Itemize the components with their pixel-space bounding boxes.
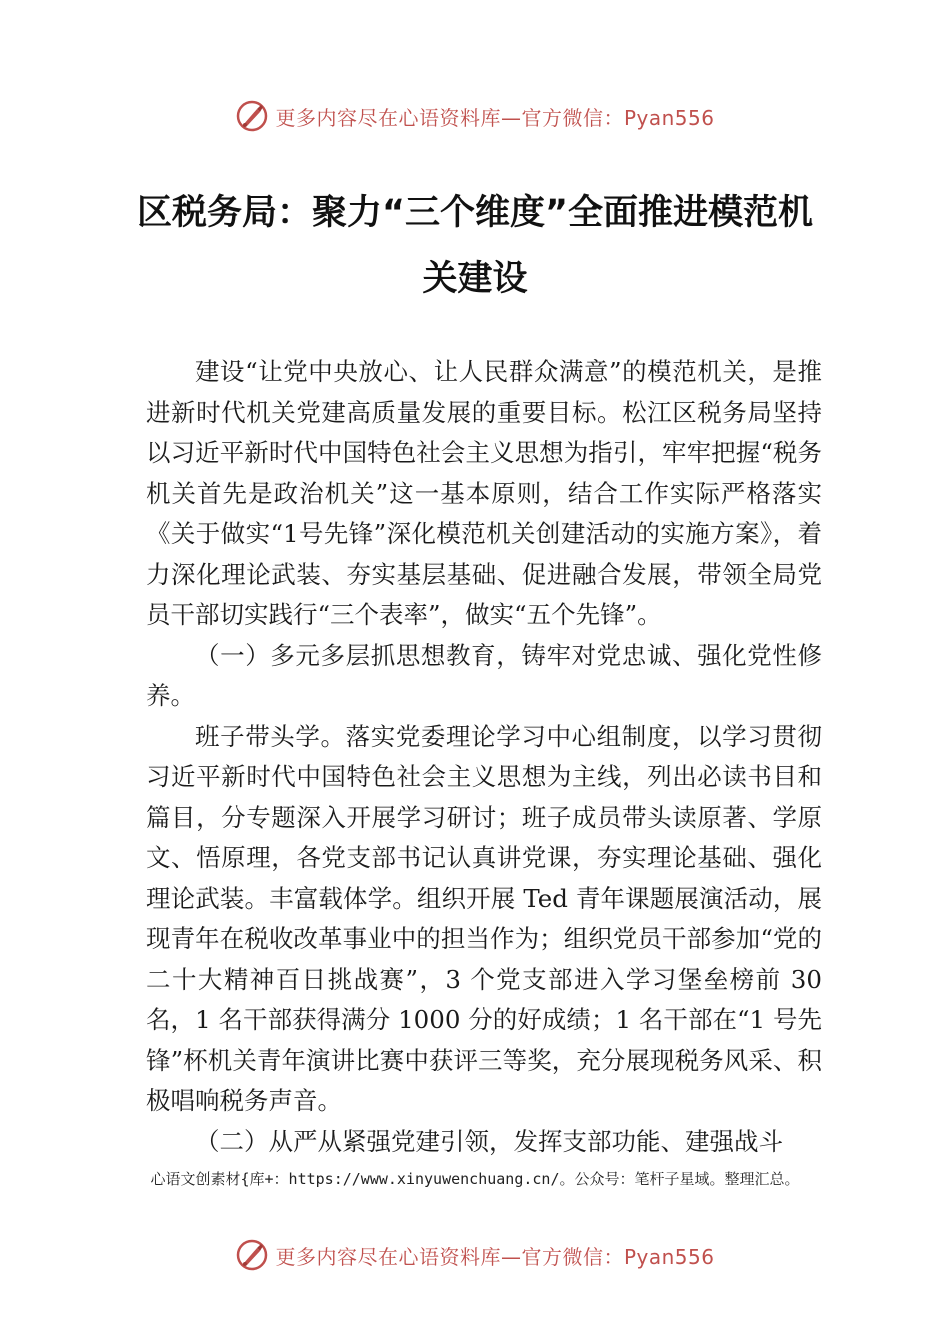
pen-nib-logo-icon <box>235 1238 269 1272</box>
source-footer-note: 心语文创素材{库+：https://www.xinyuwenchuang.cn/。公众号：笔杆子星域。整理汇总。 <box>150 1170 800 1188</box>
paragraph: 建设“让党中央放心、让人民群众满意”的模范机关，是推进新时代机关党建高质量发展的重要目标。松江区税务局坚持以习近平新时代中国特色社会主义思想为指引，牢牢把握“税务机关首先是政治机关”这一基本原则，结合工作实际严格落实《关于做实“1号先锋”深化模范机关创建活动的实施方案》，着力深化理论武装、夯实基层基础、促进融合发展，带领全局党员干部切实践行“三个表率”，做实“五个先锋”。 <box>146 357 822 629</box>
document-title: 区税务局：聚力“三个维度”全面推进模范机关建设 <box>136 193 813 299</box>
header-banner-text: 更多内容尽在心语资料库—官方微信：Pyan556 <box>275 105 715 130</box>
header-banner <box>0 96 950 136</box>
paragraph: 班子带头学。落实党委理论学习中心组制度，以学习贯彻习近平新时代中国特色社会主义思想为主线，列出必读书目和篇目，分专题深入开展学习研讨；班子成员带头读原著、学原文、悟原理，各党支部书记认真讲党课，夯实理论基础、强化理论武装。丰富载体学。组织开展 Ted 青年课题展演活动，展现青年在税收改革事业中的担当作为；组织党员干部参加“党的二十大精神百日挑战赛”，3 个党支部进入学习堡垒榜前 30 名，1 名干部获得满分 1000 分的好成绩；1 名干部在“1 号先锋”杯机关青年演讲比赛中获评三等奖，充分展现税务风采、积极唱响税务声音。 <box>146 721 822 1115</box>
bottom-banner-text: 更多内容尽在心语资料库—官方微信：Pyan556 <box>275 1244 715 1269</box>
bottom-banner <box>0 1235 950 1275</box>
pen-nib-logo-icon <box>235 99 269 133</box>
document-body <box>146 352 822 1162</box>
paragraph: （二）从严从紧强党建引领，发挥支部功能、建强战斗 <box>195 1126 783 1156</box>
paragraph: （一）多元多层抓思想教育，铸牢对党忠诚、强化党性修养。 <box>146 640 822 710</box>
